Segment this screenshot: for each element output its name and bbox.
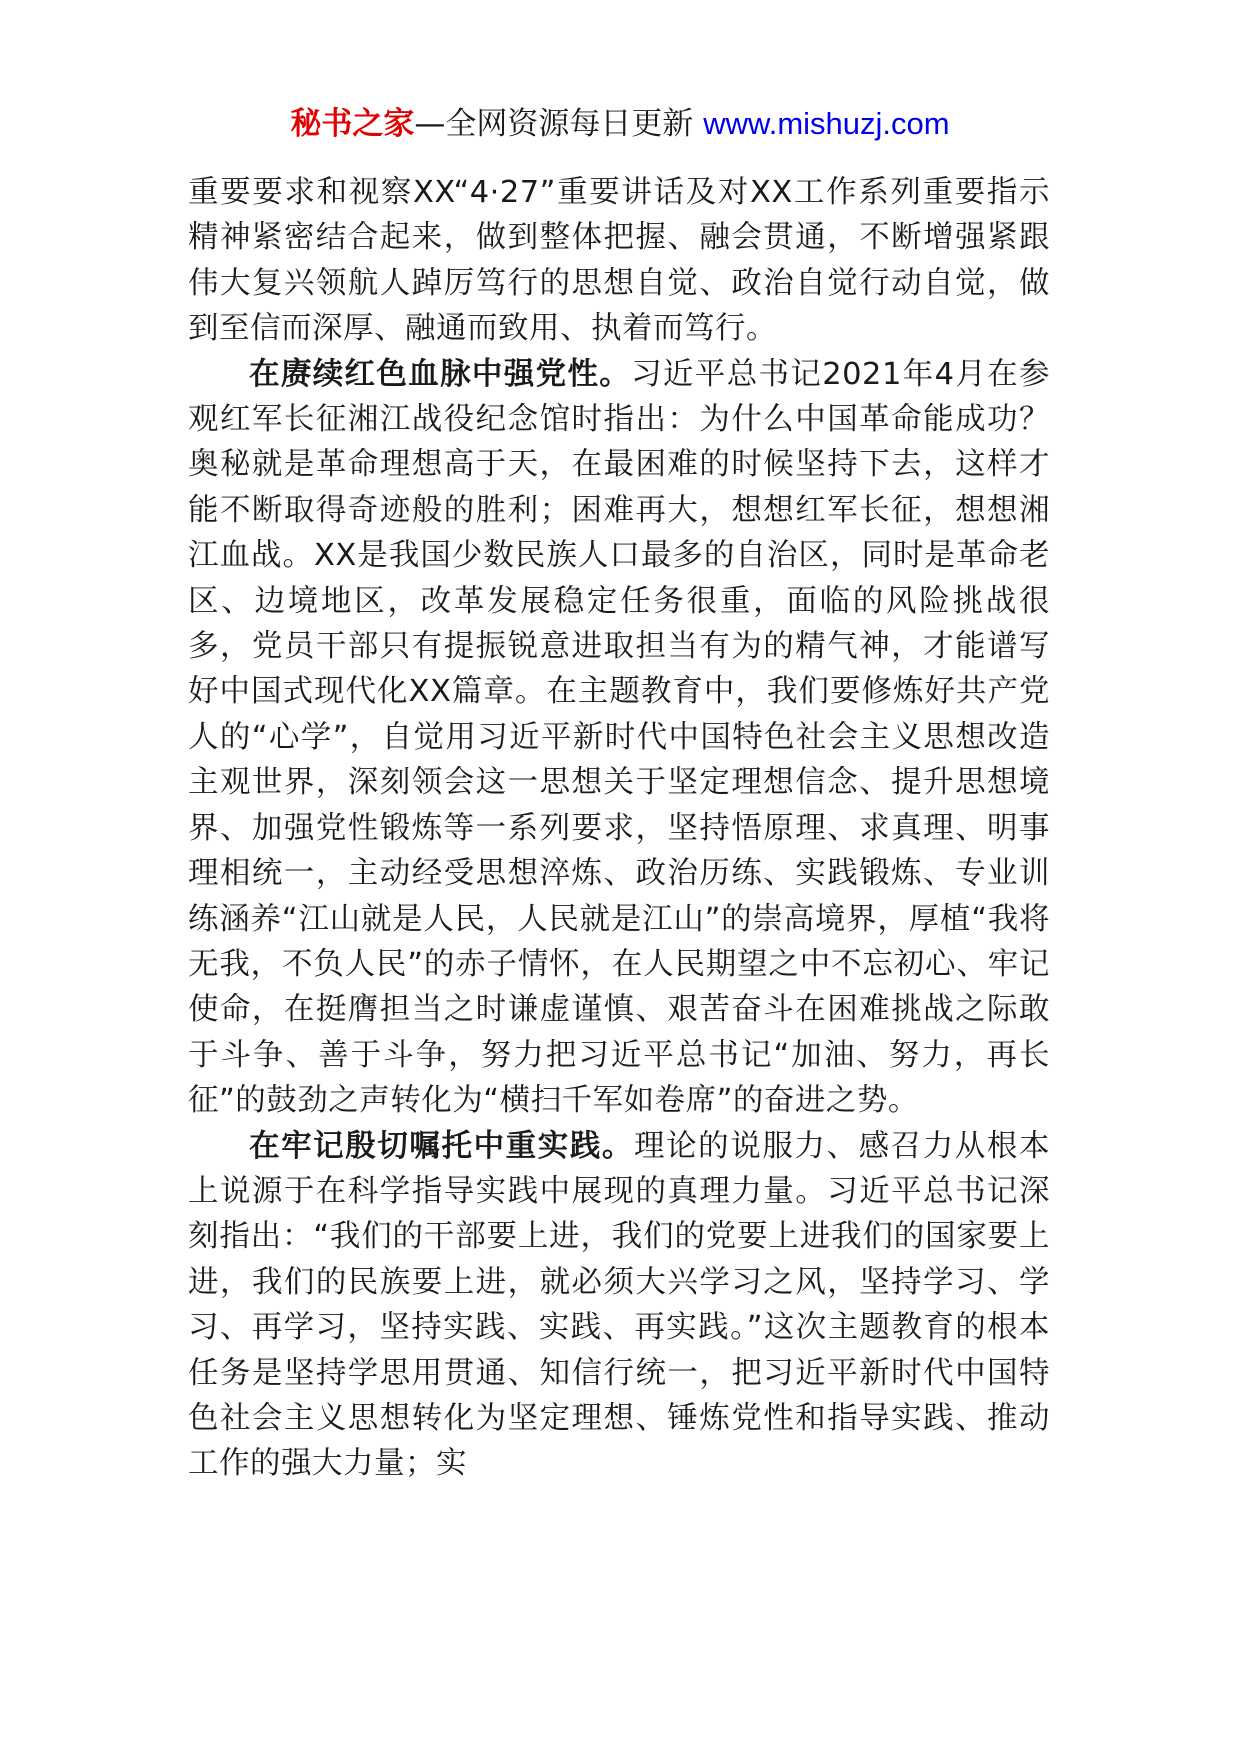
paragraph-practice: [188, 1124, 1050, 1487]
paragraph-red-bloodline: [188, 352, 1050, 1124]
paragraph-text: 重要要求和视察XX“4·27”重要讲话及对XX工作系列重要指示精神紧密结合起来，做到整体把握、融会贯通，不断增强紧跟伟大复兴领航人踔厉笃行的思想自觉、政治自觉行动自觉，做到至信而深厚、融通而致用、执着而笃行。: [188, 175, 1050, 347]
paragraph-lead-heading: 在牢记殷切嘱托中重实践。: [249, 1128, 634, 1164]
paragraph-lead-heading: 在赓续红色血脉中强党性。: [249, 356, 632, 392]
site-url-link[interactable]: www.mishuzj.com: [703, 106, 950, 141]
header-tagline: —全网资源每日更新: [414, 106, 704, 142]
document-body: [188, 170, 1050, 1487]
paragraph-text: 理论的说服力、感召力从根本上说源于在科学指导实践中展现的真理力量。习近平总书记深刻指出：“我们的干部要上进，我们的党要上进我们的国家要上进，我们的民族要上进，就必须大兴学习之风，坚持学习、学习、再学习，坚持实践、实践、再实践。”这次主题教育的根本任务是坚持学思用贯通、知信行统一，把习近平新时代中国特色社会主义思想转化为坚定理想、锤炼党性和指导实践、推动工作的强大力量；实: [188, 1128, 1050, 1482]
site-header: [0, 104, 1240, 144]
paragraph-continuation: [188, 170, 1050, 352]
paragraph-text: 习近平总书记2021年4月在参观红军长征湘江战役纪念馆时指出：为什么中国革命能成功？奥秘就是革命理想高于天，在最困难的时候坚持下去，这样才能不断取得奇迹般的胜利；困难再大，想想红军长征，想想湘江血战。XX是我国少数民族人口最多的自治区，同时是革命老区、边境地区，改革发展稳定任务很重，面临的风险挑战很多，党员干部只有提振锐意进取担当有为的精气神，才能谱写好中国式现代化XX篇章。在主题教育中，我们要修炼好共产党人的“心学”，自觉用习近平新时代中国特色社会主义思想改造主观世界，深刻领会这一思想关于坚定理想信念、提升思想境界、加强党性锻炼等一系列要求，坚持悟原理、求真理、明事理相统一，主动经受思想淬炼、政治历练、实践锻炼、专业训练涵养“江山就是人民，人民就是江山”的崇高境界，厚植“我将无我，不负人民”的赤子情怀，在人民期望之中不忘初心、牢记使命，在挺膺担当之时谦虚谨慎、艰苦奋斗在困难挑战之际敢于斗争、善于斗争，努力把习近平总书记“加油、努力，再长征”的鼓劲之声转化为“横扫千军如卷席”的奋进之势。: [188, 356, 1051, 1119]
brand-name: 秘书之家: [290, 106, 415, 142]
